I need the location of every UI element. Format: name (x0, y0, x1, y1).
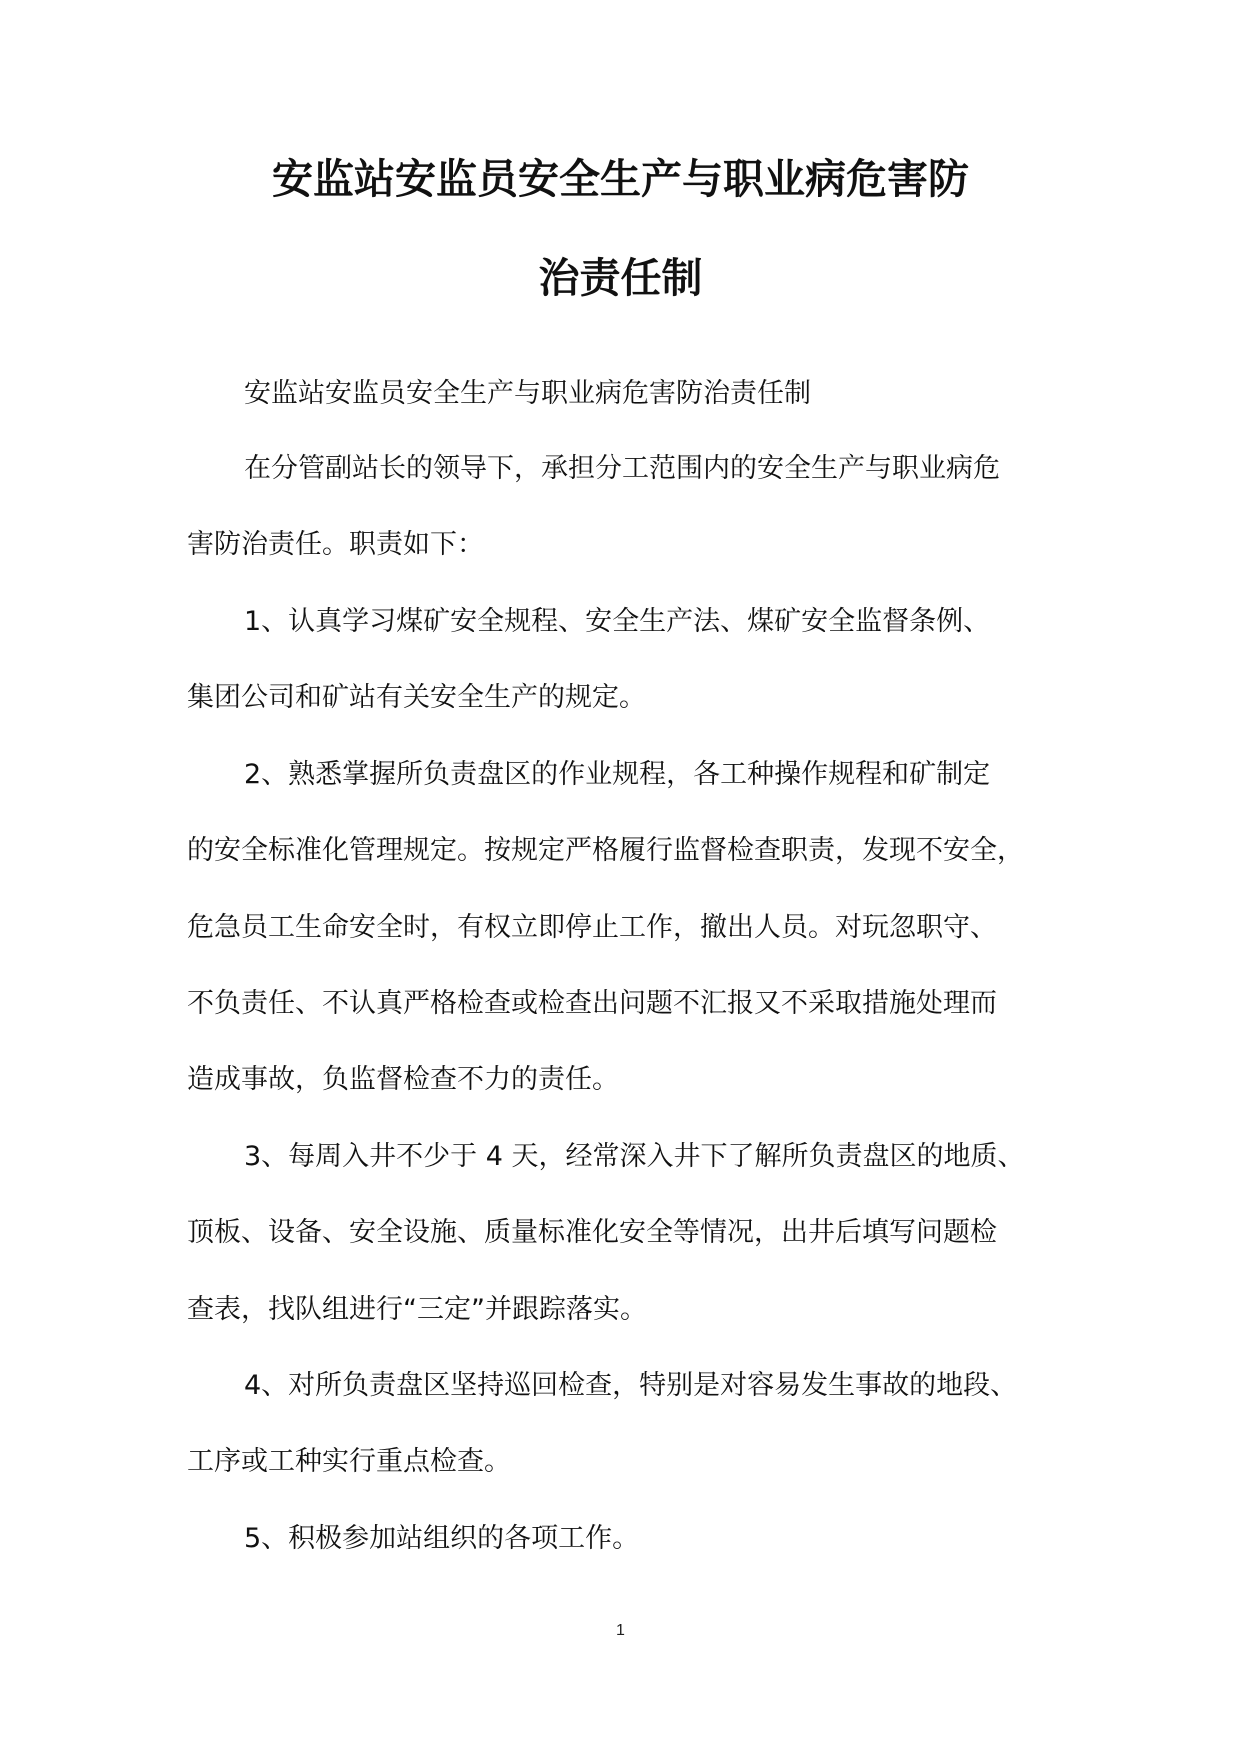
subtitle-line: 安监站安监员安全生产与职业病危害防治责任制 (244, 378, 811, 409)
item-2-line-1: 2、熟悉掌握所负责盘区的作业规程，各工种操作规程和矿制定 (244, 759, 991, 790)
item-1-line-1: 1、认真学习煤矿安全规程、安全生产法、煤矿安全监督条例、 (244, 606, 991, 637)
item-2-line-3: 危急员工生命安全时，有权立即停止工作，撤出人员。对玩忽职守、 (187, 912, 997, 943)
item-5-line-1: 5、积极参加站组织的各项工作。 (244, 1523, 640, 1554)
item-4-line-1: 4、对所负责盘区坚持巡回检查，特别是对容易发生事故的地段、 (244, 1370, 1018, 1401)
item-4-line-2: 工序或工种实行重点检查。 (187, 1446, 511, 1477)
item-3-line-3: 查表，找队组进行“三定”并跟踪落实。 (187, 1294, 647, 1325)
paragraph-intro-line-2: 害防治责任。职责如下： (187, 529, 484, 560)
page-number: 1 (616, 1622, 625, 1639)
item-3-line-2: 顶板、设备、安全设施、质量标准化安全等情况，出井后填写问题检 (187, 1217, 997, 1248)
document-title-line-1: 安监站安监员安全生产与职业病危害防 (272, 155, 969, 203)
item-2-line-4: 不负责任、不认真严格检查或检查出问题不汇报又不采取措施处理而 (187, 988, 997, 1019)
item-3-line-1: 3、每周入井不少于 4 天，经常深入井下了解所负责盘区的地质、 (244, 1141, 1025, 1172)
paragraph-intro-line-1: 在分管副站长的领导下，承担分工范围内的安全生产与职业病危 (244, 453, 1000, 484)
item-2-line-5: 造成事故，负监督检查不力的责任。 (187, 1064, 619, 1095)
item-1-line-2: 集团公司和矿站有关安全生产的规定。 (187, 682, 646, 713)
item-2-line-2: 的安全标准化管理规定。按规定严格履行监督检查职责，发现不安全， (187, 835, 1024, 866)
document-title-line-2: 治责任制 (538, 254, 703, 302)
